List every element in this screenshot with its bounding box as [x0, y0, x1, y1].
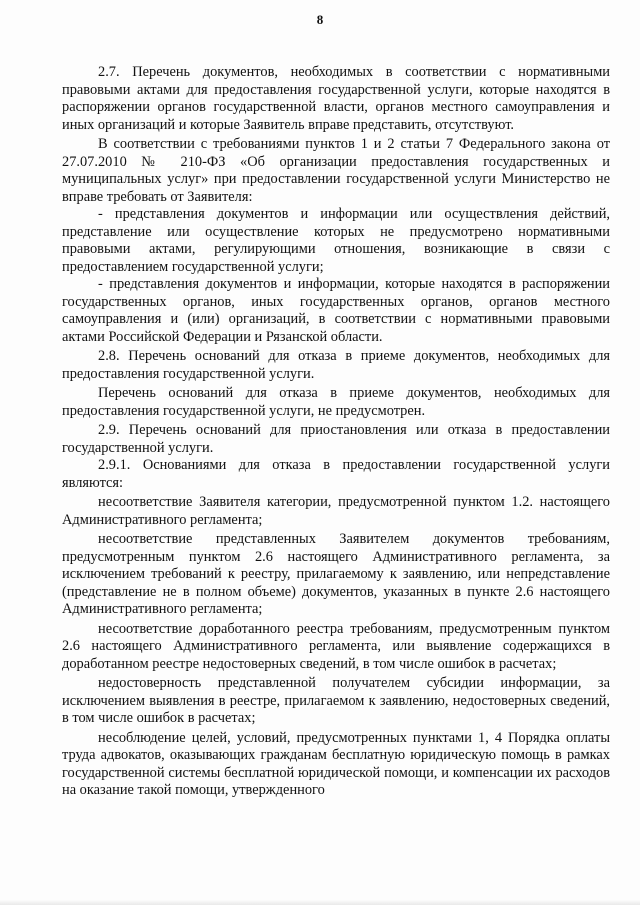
ground-registry-mismatch: несоответствие доработанного реестра требованиям, предусмотренным пунктом 2.6 настоящего Административного регламента, или выявление содержащихся в доработанном реестре недостоверных сведений, в том числе ошибок в расчетах;	[62, 620, 610, 672]
list-item-actions: - представления документов и информации или осуществления действий, представление или осуществление которых не предусмотрено нормативными правовыми актами, регулирующими отношения, возникающие в связи с предоставлением государственной услуги;	[62, 206, 610, 275]
document-body	[62, 64, 610, 800]
paragraph-2-8: 2.8. Перечень оснований для отказа в приеме документов, необходимых для предоставления государственной услуги.	[62, 348, 610, 382]
ground-category-mismatch: несоответствие Заявителя категории, предусмотренной пунктом 1.2. настоящего Административного регламента;	[62, 494, 610, 528]
page-number: 8	[316, 12, 324, 27]
paragraph-refusal-not-provided: Перечень оснований для отказа в приеме документов, необходимых для предоставления государственной услуги, не предусмотрен.	[62, 385, 610, 419]
ground-unreliable-information: недостоверность представленной получателем субсидии информации, за исключением выявления в реестре, прилагаемом к заявлению, недостоверных сведений, в том числе ошибок в расчетах;	[62, 675, 610, 726]
paragraph-2-9-1: 2.9.1. Основаниями для отказа в предоставлении государственной услуги являются:	[62, 457, 610, 491]
paragraph-2-9: 2.9. Перечень оснований для приостановления или отказа в предоставлении государственной услуги.	[62, 422, 610, 456]
list-item-documents: - представления документов и информации, которые находятся в распоряжении государственных органов, иных государственных органов, органов местного самоуправления и (или) организаций, в соответствии с нормативными правовыми актами Российской Федерации и Рязанской области.	[62, 276, 610, 345]
scan-bottom-edge	[0, 899, 640, 905]
paragraph-requirements-intro: В соответствии с требованиями пунктов 1 и 2 статьи 7 Федерального закона от 27.07.2010 № 210-ФЗ «Об организации предоставления государственных и муниципальных услуг» при предоставлении государственной услуги Министерство не вправе требовать от Заявителя:	[62, 136, 610, 205]
ground-documents-mismatch: несоответствие представленных Заявителем документов требованиям, предусмотренным пунктом 2.6 настоящего Административного регламента, за исключением требований к реестру, прилагаемому к заявлению, или непредставление (представление не в полном объеме) документов, указанных в пункте 2.6 настоящего Административного регламента;	[62, 531, 610, 617]
ground-noncompliance-conditions: несоблюдение целей, условий, предусмотренных пунктами 1, 4 Порядка оплаты труда адвокатов, оказывающих гражданам бесплатную юридическую помощь в рамках государственной системы бесплатной юридической помощи, и компенсации их расходов на оказание такой помощи, утвержденного	[62, 729, 610, 798]
paragraph-2-7: 2.7. Перечень документов, необходимых в соответствии с нормативными правовыми актами для предоставления государственной услуги, которые находятся в распоряжении органов государственной власти, органов местного самоуправления и иных организаций и которые Заявитель вправе представить, отсутствуют.	[62, 64, 610, 133]
